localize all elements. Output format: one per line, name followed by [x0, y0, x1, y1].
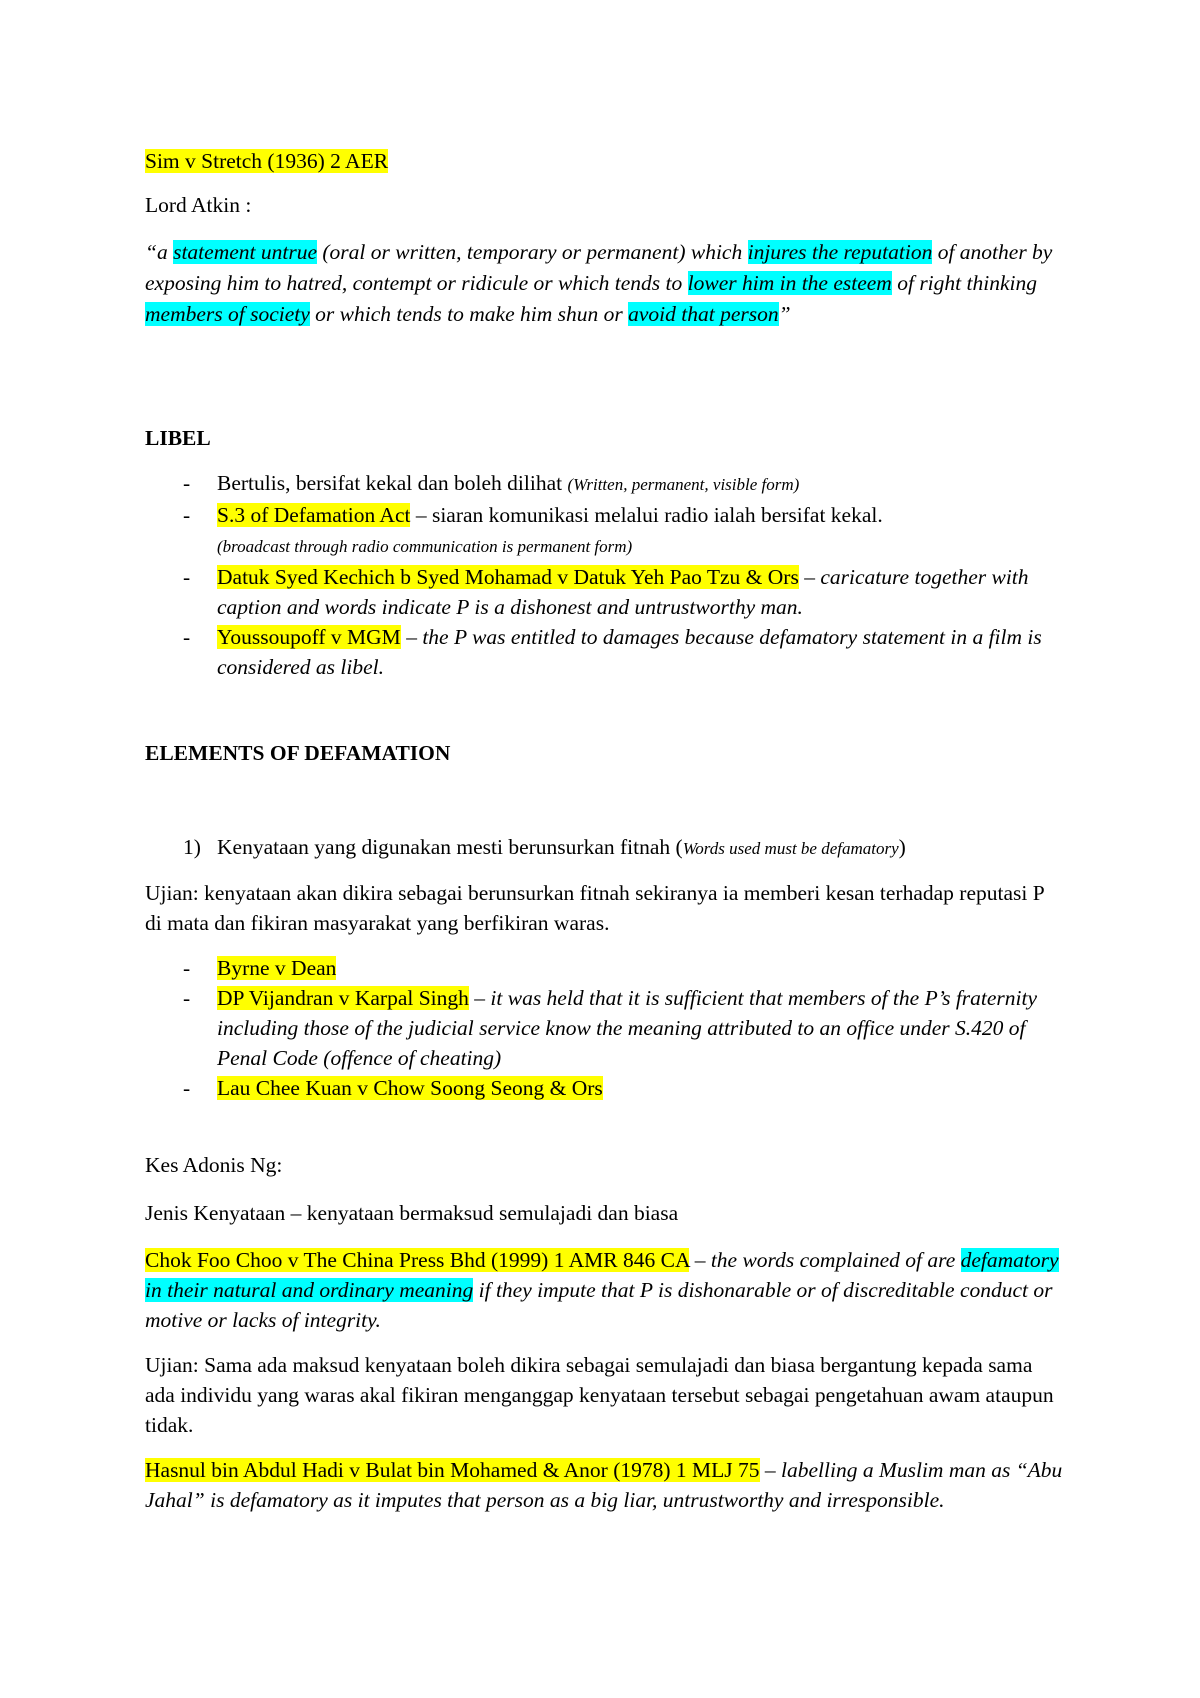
test-paragraph: Ujian: Sama ada maksud kenyataan boleh dikira sebagai semulajadi dan biasa bergantung kepada sama ada individu yang waras akal fikiran menganggap kenyataan tersebut sebagai pengetahuan awam ataupun tidak. — [145, 1353, 1054, 1437]
libel-list — [145, 468, 1065, 682]
kes-label: Kes Adonis Ng: — [145, 1153, 283, 1177]
case-title: Sim v Stretch (1936) 2 AER — [145, 149, 389, 173]
list-item: - DP Vijandran v Karpal Singh – it was held that it is sufficient that members of the P’s fraternity including those of the judicial service know the meaning attributed to an office under S.420 of Penal Code (offence of cheating) — [145, 983, 1065, 1073]
elements-numbered-list — [145, 832, 1065, 864]
elements-heading: ELEMENTS OF DEFAMATION — [145, 741, 451, 765]
hasnul-case-paragraph: Hasnul bin Abdul Hadi v Bulat bin Mohamed & Anor (1978) 1 MLJ 75 – labelling a Muslim man as “Abu Jahal” is defamatory as it imputes that person as a big liar, untrustworthy and irresponsible. — [145, 1458, 1063, 1512]
list-item: - Datuk Syed Kechich b Syed Mohamad v Datuk Yeh Pao Tzu & Ors – caricature together with caption and words indicate P is a dishonest and untrustworthy man. — [145, 562, 1065, 622]
elements-case-list — [145, 953, 1065, 1103]
jenis-kenyataan: Jenis Kenyataan – kenyataan bermaksud semulajadi dan biasa — [145, 1201, 679, 1225]
libel-heading: LIBEL — [145, 426, 211, 450]
definition-quote: “a statement untrue (oral or written, temporary or permanent) which injures the reputation of another by exposing him to hatred, contempt or ridicule or which tends to lower him in the esteem of right thinking members of society or which tends to make him shun or avoid that person” — [145, 240, 1053, 326]
list-item: - Lau Chee Kuan v Chow Soong Seong & Ors — [145, 1073, 1065, 1103]
list-item: - Byrne v Dean — [145, 953, 1065, 983]
elements-test: Ujian: kenyataan akan dikira sebagai berunsurkan fitnah sekiranya ia memberi kesan terhadap reputasi P di mata dan fikiran masyarakat yang berfikiran waras. — [145, 881, 1044, 935]
list-item: - Youssoupoff v MGM – the P was entitled to damages because defamatory statement in a film is considered as libel. — [145, 622, 1065, 682]
list-item: - Bertulis, bersifat kekal dan boleh dilihat (Written, permanent, visible form) — [145, 468, 1065, 500]
list-item: - S.3 of Defamation Act – siaran komunikasi melalui radio ialah bersifat kekal. (broadcast through radio communication is permanent form) — [145, 500, 1065, 562]
speaker-label: Lord Atkin : — [145, 193, 252, 217]
chok-case-paragraph: Chok Foo Choo v The China Press Bhd (1999) 1 AMR 846 CA – the words complained of are defamatory in their natural and ordinary meaning if they impute that P is dishonarable or of discreditable conduct or motive or lacks of integrity. — [145, 1248, 1059, 1332]
list-item: 1) Kenyataan yang digunakan mesti berunsurkan fitnah (Words used must be defamatory) — [183, 835, 906, 859]
